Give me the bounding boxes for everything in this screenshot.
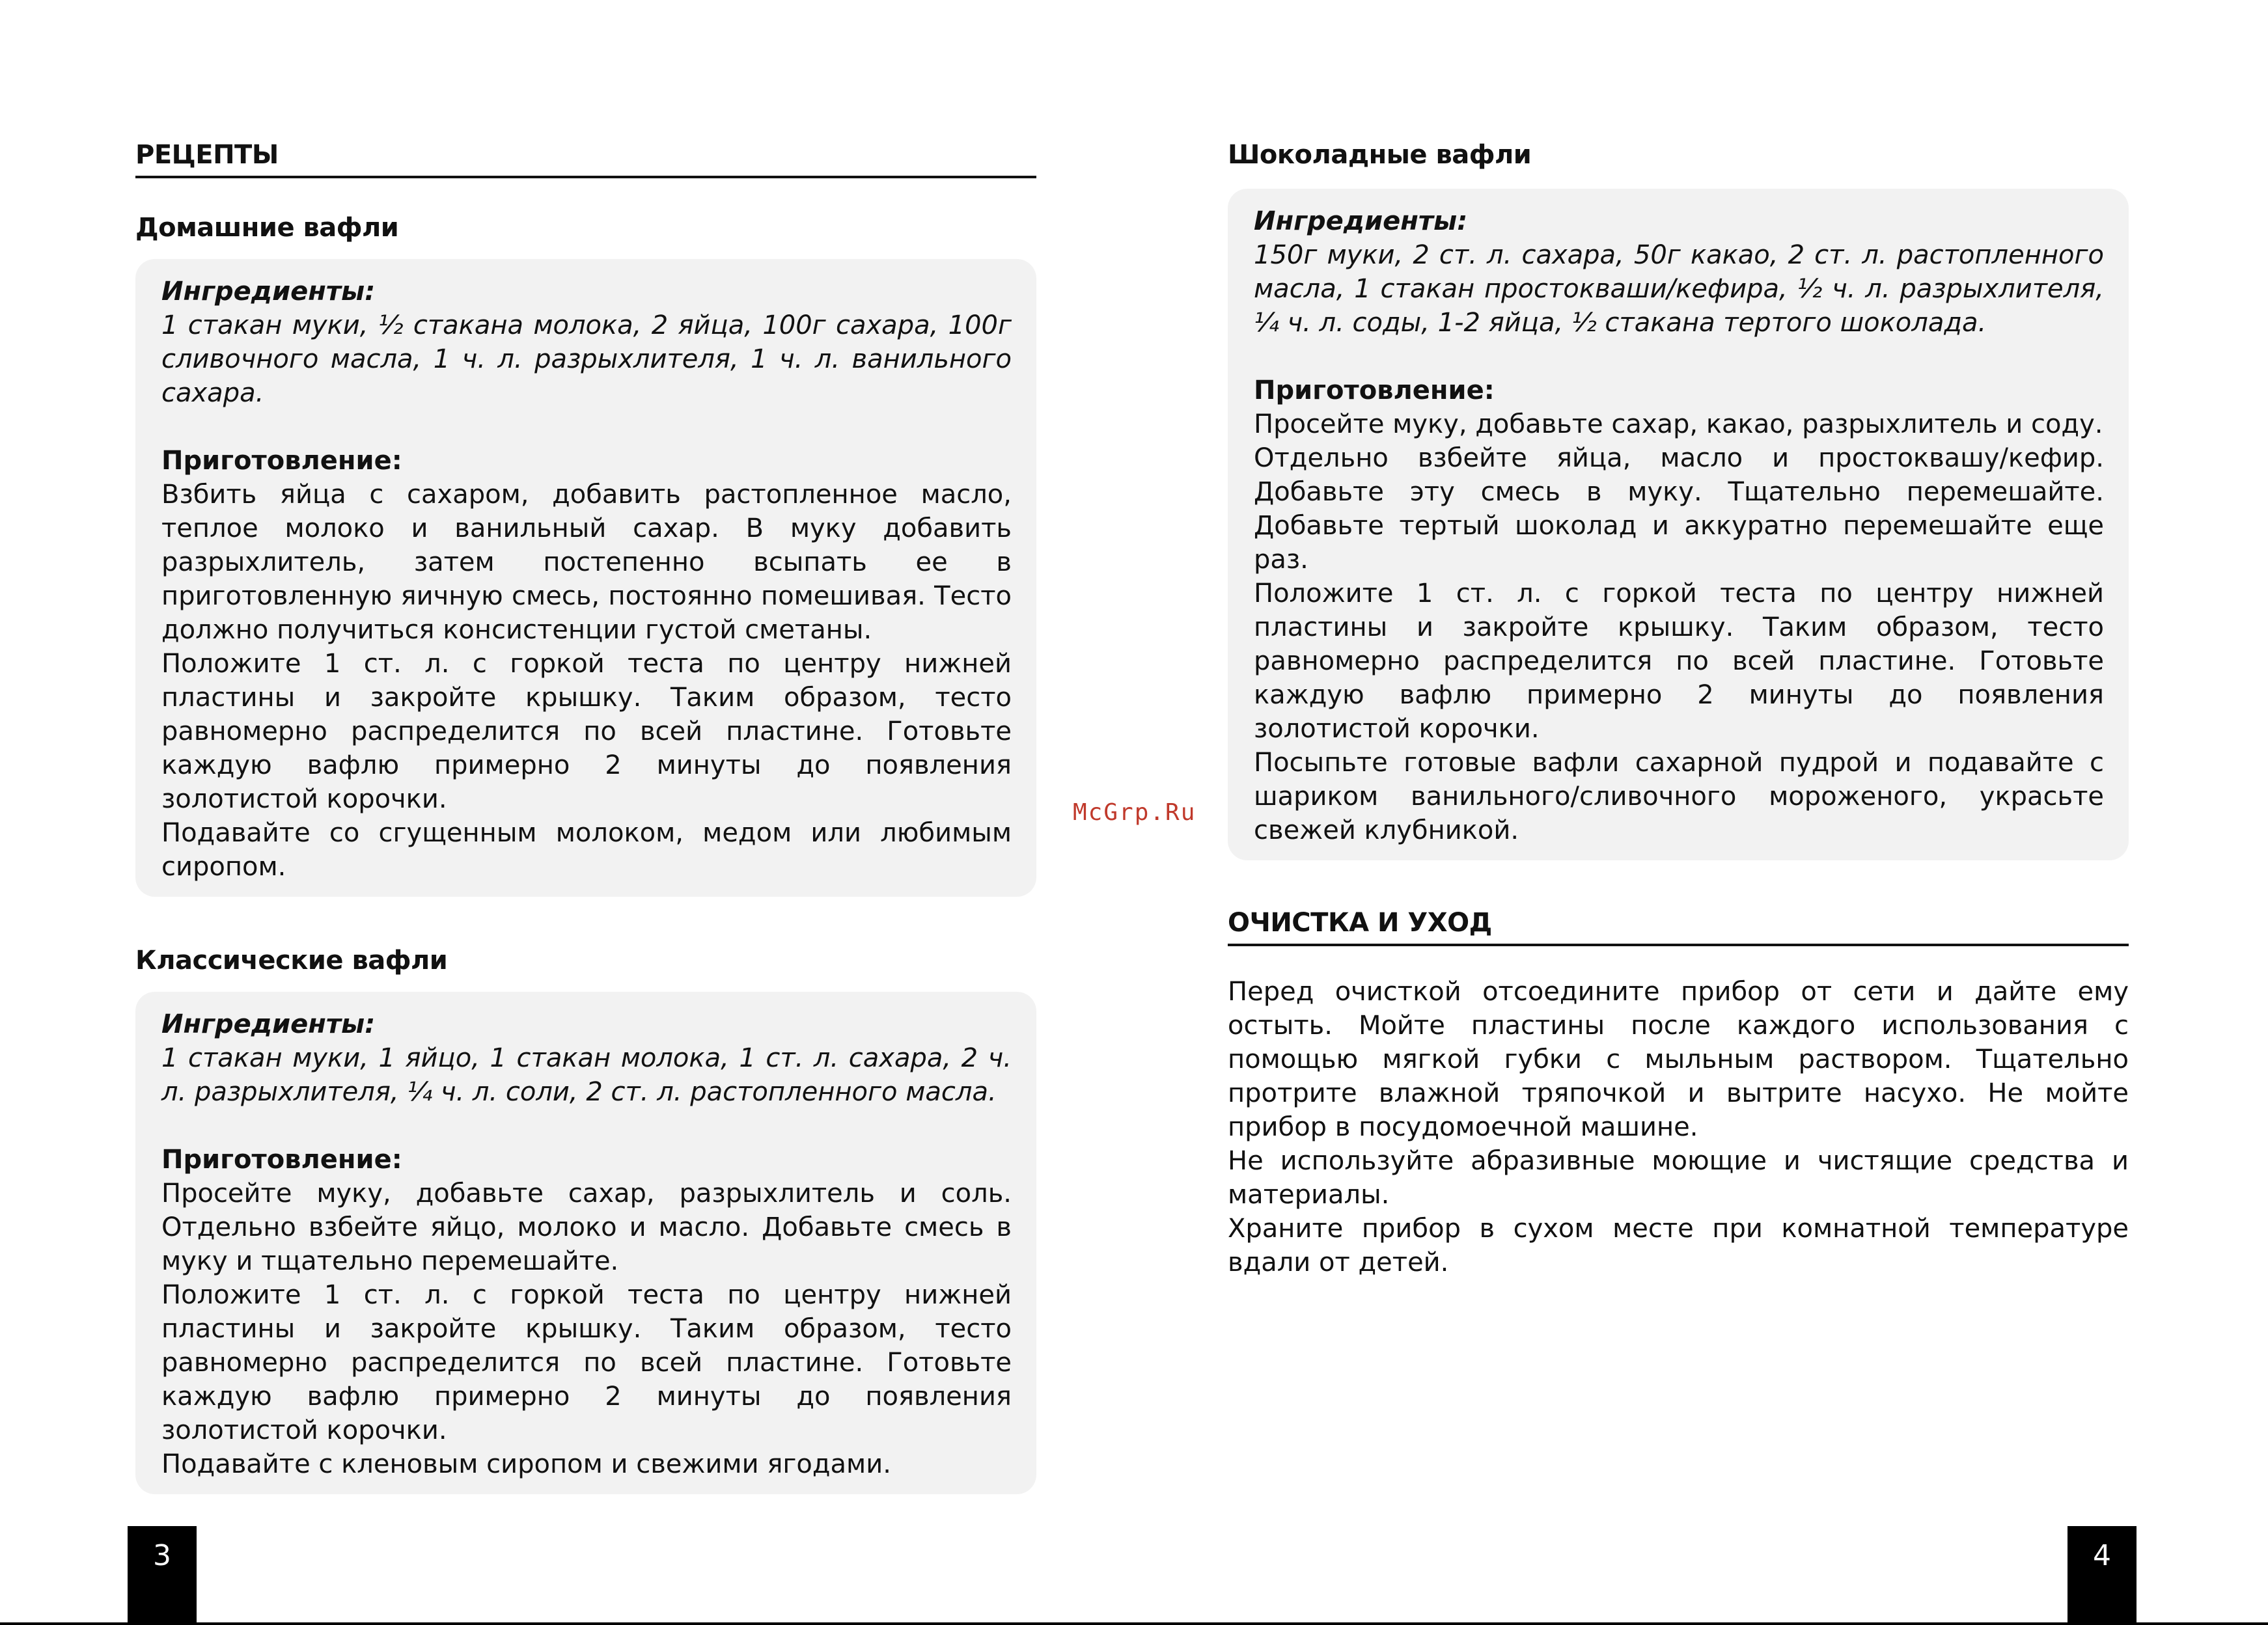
preparation-steps <box>161 1177 1012 1481</box>
page-number-right: 4 <box>2067 1526 2137 1625</box>
ingredients-label: Ингредиенты: <box>161 1009 376 1039</box>
preparation-steps <box>1254 407 2104 847</box>
step: Подавайте со сгущенным молоком, медом или любимым сиропом. <box>161 818 1012 882</box>
section-title-recipes: РЕЦЕПТЫ <box>135 139 1036 178</box>
ingredients-text: 1 стакан муки, 1 яйцо, 1 стакан молока, 1 ст. л. сахара, 2 ч. л. разрыхлителя, ¼ ч. л. соли, 2 ст. л. растопленного масла. <box>161 1043 1012 1107</box>
recipe-title-home-waffles: Домашние вафли <box>135 213 399 243</box>
paragraph: Не используйте абразивные моющие и чистящие средства и материалы. <box>1228 1146 2129 1210</box>
step: Посыпьте готовые вафли сахарной пудрой и подавайте с шариком ванильного/сливочного мороженого, украсьте свежей клубникой. <box>1254 748 2104 845</box>
watermark: McGrp.Ru <box>1073 799 1196 826</box>
step: Положите 1 ст. л. с горкой теста по центру нижней пластины и закройте крышку. Таким образом, тесто равномерно распределится по всей пластине. Готовьте каждую вафлю примерно 2 минуты до появления золотистой корочки. <box>161 649 1012 814</box>
step: Положите 1 ст. л. с горкой теста по центру нижней пластины и закройте крышку. Таким образом, тесто равномерно распределится по всей пластине. Готовьте каждую вафлю примерно 2 минуты до появления золотистой корочки. <box>161 1280 1012 1445</box>
page-number-left: 3 <box>128 1526 197 1625</box>
ingredients-text: 150г муки, 2 ст. л. сахара, 50г какао, 2 ст. л. растопленного масла, 1 стакан простокваши/кефира, ½ ч. л. разрыхлителя, ¼ ч. л. соды, 1-2 яйца, ½ стакана тертого шоколада. <box>1254 240 2104 338</box>
recipe-title-chocolate-waffles: Шоколадные вафли <box>1228 140 1532 170</box>
step: Просейте муку, добавьте сахар, какао, разрыхлитель и соду. <box>1254 409 2103 439</box>
preparation-label: Приготовление: <box>161 1145 402 1175</box>
step: Отдельно взбейте яйца, масло и простоквашу/кефир. Добавьте эту смесь в муку. Тщательно перемешайте. Добавьте тертый шоколад и аккуратно перемешайте еще раз. <box>1254 443 2104 575</box>
step: Просейте муку, добавьте сахар, разрыхлитель и соль. Отдельно взбейте яйцо, молоко и масло. Добавьте смесь в муку и тщательно перемешайте. <box>161 1179 1012 1276</box>
step: Положите 1 ст. л. с горкой теста по центру нижней пластины и закройте крышку. Таким образом, тесто равномерно распределится по всей пластине. Готовьте каждую вафлю примерно 2 минуты до появления золотистой корочки. <box>1254 579 2104 744</box>
preparation-steps <box>161 478 1012 884</box>
recipe-card-home-waffles <box>135 259 1036 897</box>
cleaning-text <box>1228 975 2129 1279</box>
ingredients-text: 1 стакан муки, ½ стакана молока, 2 яйца, 100г сахара, 100г сливочного масла, 1 ч. л. разрыхлителя, 1 ч. л. ванильного сахара. <box>161 310 1012 408</box>
recipe-card-classic-waffles <box>135 992 1036 1494</box>
bottom-rule <box>0 1622 2268 1625</box>
paragraph: Перед очисткой отсоедините прибор от сети и дайте ему остыть. Мойте пластины после каждого использования с помощью мягкой губки с мыльным раствором. Тщательно протрите влажной тряпочкой и вытрите насухо. Не мойте прибор в посудомоечной машине. <box>1228 977 2129 1142</box>
step: Подавайте с кленовым сиропом и свежими ягодами. <box>161 1449 891 1479</box>
ingredients-label: Ингредиенты: <box>161 277 376 307</box>
section-title-cleaning: ОЧИСТКА И УХОД <box>1228 907 2129 946</box>
preparation-label: Приготовление: <box>161 446 402 476</box>
paragraph: Храните прибор в сухом месте при комнатной температуре вдали от детей. <box>1228 1214 2129 1277</box>
ingredients-label: Ингредиенты: <box>1254 206 1468 236</box>
step: Взбить яйца с сахаром, добавить растопленное масло, теплое молоко и ванильный сахар. В муку добавить разрыхлитель, затем постепенно всыпать ее в приготовленную яичную смесь, постоянно помешивая. Тесто должно получиться консистенции густой сметаны. <box>161 480 1012 645</box>
preparation-label: Приготовление: <box>1254 376 1495 405</box>
right-page <box>1228 139 2129 1279</box>
left-page <box>135 139 1036 1494</box>
recipe-title-classic-waffles: Классические вафли <box>135 946 448 976</box>
recipe-card-chocolate-waffles <box>1228 189 2129 860</box>
